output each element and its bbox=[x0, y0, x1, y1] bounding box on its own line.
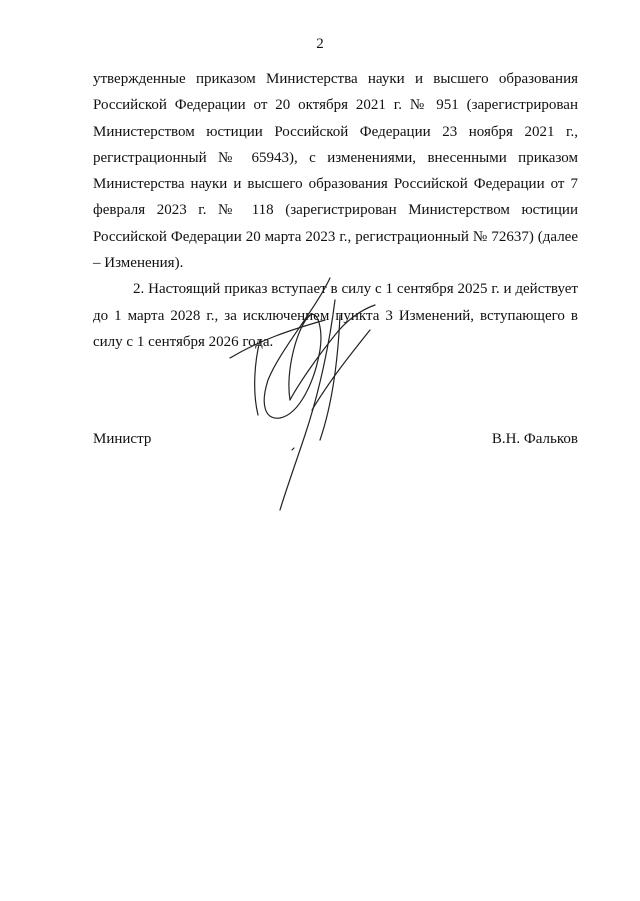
signatory-title: Министр bbox=[93, 431, 152, 447]
page-number: 2 bbox=[316, 36, 324, 52]
document-body bbox=[93, 66, 578, 355]
paragraph-1: утвержденные приказом Министерства науки и высшего образования Российской Федерации от 20 октября 2021 г. № 951 (зарегистрирован Министерством юстиции Российской Федерации 23 ноября 2021 г., регистрационный № 65943), с изменениями, внесенными приказом Министерства науки и высшего образования Российской Федерации от 7 февраля 2023 г. № 118 (зарегистрирован Министерством юстиции Российской Федерации 20 марта 2023 г., регистрационный № 72637) (далее – Изменения). bbox=[93, 71, 578, 272]
signatory-name: В.Н. Фальков bbox=[491, 431, 578, 447]
paragraph-2: 2. Настоящий приказ вступает в силу с 1 сентября 2025 г. и действует до 1 марта 2028 г., за исключением пункта 3 Изменений, вступающего в силу с 1 сентября 2026 года. bbox=[93, 281, 578, 350]
